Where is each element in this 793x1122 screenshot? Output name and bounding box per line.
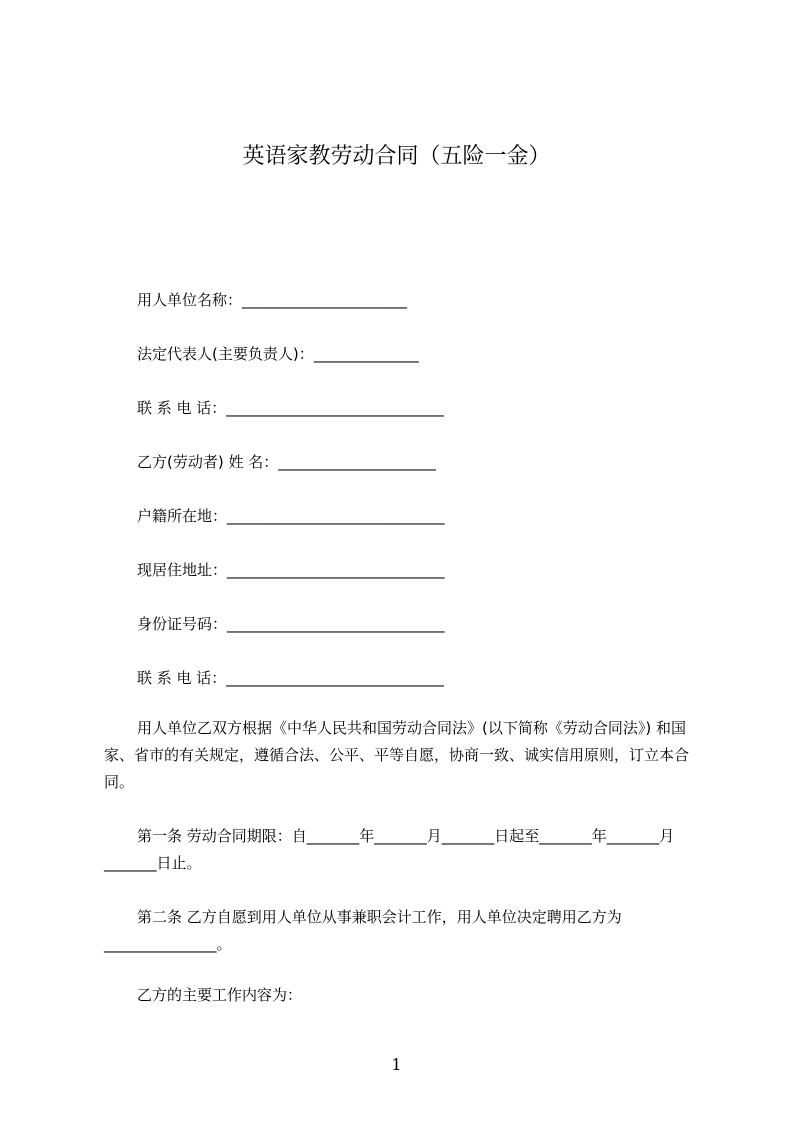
- field-current-address: 现居住地址：_____________________________: [137, 561, 445, 579]
- field-employee-name: 乙方(劳动者) 姓 名：_____________________: [137, 453, 436, 471]
- article-2-text: 第二条 乙方自愿到用人单位从事兼职会计工作，用人单位决定聘用乙方为_______________。: [104, 908, 622, 953]
- field-household-registration: 户籍所在地：_____________________________: [137, 507, 445, 525]
- intro-text: 用人单位乙双方根据《中华人民共和国劳动合同法》(以下简称《劳动合同法》) 和国家、省市的有关规定，遵循合法、公平、平等自愿，协商一致、诚实信用原则，订立本合同。: [104, 719, 690, 791]
- field-employer-phone: 联 系 电 话：_____________________________: [137, 399, 444, 417]
- field-employee-phone: 联 系 电 话：_____________________________: [137, 669, 444, 687]
- duties-heading: 乙方的主要工作内容为：: [137, 986, 303, 1004]
- field-employer-name: 用人单位名称：______________________: [137, 291, 408, 309]
- article-2-paragraph: [104, 904, 700, 958]
- intro-paragraph: [104, 715, 700, 796]
- field-legal-representative: 法定代表人(主要负责人)：______________: [137, 345, 419, 363]
- article-1-paragraph: [104, 823, 700, 877]
- article-1-text: 第一条 劳动合同期限：自_______年_______月_______日起至_______年_______月_______日止。: [104, 827, 675, 872]
- page-number: 1: [391, 1055, 402, 1074]
- field-id-number: 身份证号码：_____________________________: [137, 615, 445, 633]
- document-title: 英语家教劳动合同（五险一金）: [242, 144, 551, 169]
